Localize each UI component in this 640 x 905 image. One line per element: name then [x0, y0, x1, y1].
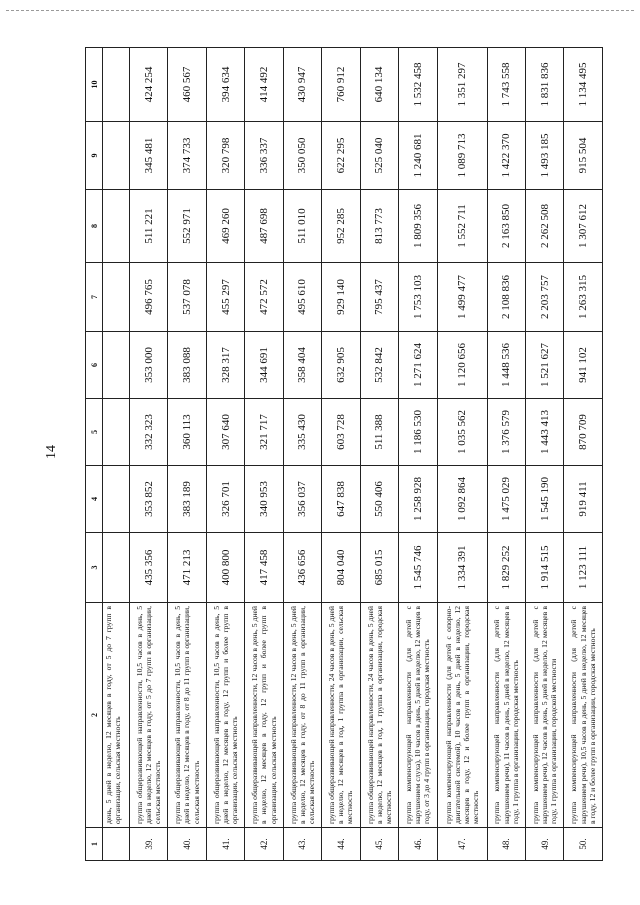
- value-cell: 550 406: [360, 466, 398, 533]
- table-row: [487, 48, 525, 861]
- header-cell: 3: [86, 533, 103, 603]
- value-cell: 532 842: [360, 332, 398, 399]
- table-row: [129, 48, 167, 861]
- table-row: [245, 48, 283, 861]
- value-cell: 332 323: [129, 399, 167, 466]
- value-cell: 374 733: [168, 122, 206, 190]
- row-description: группа общеразвивающей направленности, 10,5 часов в день, 5 дней в неделю, 12 месяцев в году, 12 групп и более групп в организации, сельская местность: [206, 603, 244, 828]
- value-cell: 647 838: [322, 466, 360, 533]
- value-cell: 353 852: [129, 466, 167, 533]
- row-number: 44.: [322, 828, 360, 861]
- value-cell: 460 567: [168, 48, 206, 122]
- cost-table: [85, 47, 603, 861]
- value-cell: 455 297: [206, 263, 244, 332]
- value-cell: 472 572: [245, 263, 283, 332]
- value-cell: 353 000: [129, 332, 167, 399]
- value-cell: 335 430: [283, 399, 321, 466]
- value-cell: 511 010: [283, 190, 321, 263]
- row-number: 48.: [487, 828, 525, 861]
- value-cell: 326 701: [206, 466, 244, 533]
- value-cell: 537 078: [168, 263, 206, 332]
- row-description: группа общеразвивающей направленности, 10,5 часов в день, 5 дней в неделю, 12 месяцев в году, от 5 до 7 групп в организации, сельская местность: [129, 603, 167, 828]
- value-cell: 1 376 579: [487, 399, 525, 466]
- value-cell: 1 743 558: [487, 48, 525, 122]
- value-cell: 1 545 190: [525, 466, 563, 533]
- value-cell: 1 532 458: [399, 48, 437, 122]
- row-number: 39.: [129, 828, 167, 861]
- value-cell: 919 411: [564, 466, 603, 533]
- row-number: 45.: [360, 828, 398, 861]
- row-description: группа компенсирующей направленности (для детей с нарушением слуха), 10 часов в день, 5 дней в неделю, 12 месяцев в году, от 3 до 4 групп в организации, городская местность: [399, 603, 437, 828]
- value-cell: 496 765: [129, 263, 167, 332]
- value-cell: 1 809 356: [399, 190, 437, 263]
- value-cell: 525 040: [360, 122, 398, 190]
- value-cell: 1 448 536: [487, 332, 525, 399]
- row-description: группа компенсирующей направленности (для детей с опорно-двигательной системой), 10 часов в день, 5 дней в неделю, 12 месяцев в году, 12 и более групп в организации, городская местность: [437, 603, 487, 828]
- value-cell: 1 493 185: [525, 122, 563, 190]
- value-cell: 1 123 111: [564, 533, 603, 603]
- value-cell: 356 037: [283, 466, 321, 533]
- value-cell: 336 337: [245, 122, 283, 190]
- table-row: [322, 48, 360, 861]
- row-description: группа общеразвивающей направленности, 12 часов в день, 5 дней в неделю, 12 месяцев в году, от 8 до 11 групп в организации, сельская местность: [283, 603, 321, 828]
- value-cell: 2 163 850: [487, 190, 525, 263]
- value-cell: 929 140: [322, 263, 360, 332]
- header-cell: 5: [86, 399, 103, 466]
- row-description: группа общеразвивающей направленности, 12 часов в день, 5 дней в неделю, 12 месяцев в году, 12 групп и более групп в организации, сельская местность: [245, 603, 283, 828]
- value-cell: 632 905: [322, 332, 360, 399]
- value-cell: 430 947: [283, 48, 321, 122]
- value-cell: 1 545 746: [399, 533, 437, 603]
- value-cell: 1 753 103: [399, 263, 437, 332]
- value-cell: 1 829 252: [487, 533, 525, 603]
- value-cell: 436 656: [283, 533, 321, 603]
- value-cell: 1 258 928: [399, 466, 437, 533]
- value-cell: 1 499 477: [437, 263, 487, 332]
- value-cell: 1 475 029: [487, 466, 525, 533]
- value-cell: 511 388: [360, 399, 398, 466]
- header-cell: 1: [86, 828, 103, 861]
- value-cell: 414 492: [245, 48, 283, 122]
- table-row: [360, 48, 398, 861]
- continuation-row: [103, 48, 130, 861]
- value-cell: 1 307 612: [564, 190, 603, 263]
- top-scan-rule: [6, 10, 634, 11]
- value-cell: 1 443 413: [525, 399, 563, 466]
- value-cell: 350 050: [283, 122, 321, 190]
- row-number: [103, 828, 130, 861]
- row-number: 40.: [168, 828, 206, 861]
- row-number: 49.: [525, 828, 563, 861]
- value-cell: 2 203 757: [525, 263, 563, 332]
- row-number: 47.: [437, 828, 487, 861]
- value-cell: 340 953: [245, 466, 283, 533]
- value-cell: 1 134 495: [564, 48, 603, 122]
- header-cell: 9: [86, 122, 103, 190]
- value-cell: 1 831 836: [525, 48, 563, 122]
- value-cell: 320 798: [206, 122, 244, 190]
- row-description: группа общеразвивающей направленности, 24 часов в день, 5 дней в неделю, 12 месяцев в год, 1 группа в организации, сельская местность: [322, 603, 360, 828]
- value-cell: 685 015: [360, 533, 398, 603]
- value-cell: 424 254: [129, 48, 167, 122]
- row-description: группа компенсирующей направленности (для детей с нарушением речи), 10,5 часов в день, 5 дней в неделю, 12 месяцев в году, 12 и более групп в организации, городская местность: [564, 603, 603, 828]
- row-description: группа общеразвивающей направленности, 24 часов в день, 5 дней в неделю, 12 месяцев в год, 1 группа в организации, городская местность: [360, 603, 398, 828]
- value-cell: 1 089 713: [437, 122, 487, 190]
- value-cell: 760 912: [322, 48, 360, 122]
- value-cell: 328 317: [206, 332, 244, 399]
- value-cell: 603 728: [322, 399, 360, 466]
- value-cell: 344 691: [245, 332, 283, 399]
- row-number: 50.: [564, 828, 603, 861]
- header-cell: 6: [86, 332, 103, 399]
- value-cell: 1 334 391: [437, 533, 487, 603]
- value-cell: 1 271 624: [399, 332, 437, 399]
- table-row: [206, 48, 244, 861]
- value-cell: 1 120 656: [437, 332, 487, 399]
- value-cell: 400 800: [206, 533, 244, 603]
- row-number: 46.: [399, 828, 437, 861]
- header-cell: 4: [86, 466, 103, 533]
- value-cell: 804 040: [322, 533, 360, 603]
- value-cell: 1 521 627: [525, 332, 563, 399]
- value-cell: 321 717: [245, 399, 283, 466]
- table-row: [525, 48, 563, 861]
- value-cell: 552 971: [168, 190, 206, 263]
- value-cell: 495 610: [283, 263, 321, 332]
- value-cell: 1 186 530: [399, 399, 437, 466]
- table-row: [437, 48, 487, 861]
- header-cell: 10: [86, 48, 103, 122]
- value-cell: 307 640: [206, 399, 244, 466]
- value-cell: 1 914 515: [525, 533, 563, 603]
- value-cell: 1 351 297: [437, 48, 487, 122]
- header-cell: 2: [86, 603, 103, 828]
- table-row: [564, 48, 603, 861]
- value-cell: 487 698: [245, 190, 283, 263]
- value-cell: 471 213: [168, 533, 206, 603]
- value-cell: 1 552 711: [437, 190, 487, 263]
- value-cell: 795 437: [360, 263, 398, 332]
- value-cell: 622 295: [322, 122, 360, 190]
- value-cell: 1 263 315: [564, 263, 603, 332]
- row-description: группа компенсирующей направленности (для детей с нарушением речи), 11 часов в день, 5 дней в неделю, 12 месяцев в году, 1 группа в организации, городская местность: [487, 603, 525, 828]
- value-cell: 469 260: [206, 190, 244, 263]
- rotated-table-container: [85, 48, 603, 861]
- value-cell: 2 262 508: [525, 190, 563, 263]
- continuation-text: день, 5 дней в неделю, 12 месяцев в году, от 5 до 7 групп в организации, сельская местность: [103, 603, 130, 828]
- table-row: [399, 48, 437, 861]
- header-cell: 8: [86, 190, 103, 263]
- value-cell: 915 504: [564, 122, 603, 190]
- value-cell: 1 092 864: [437, 466, 487, 533]
- value-cell: 358 404: [283, 332, 321, 399]
- value-cell: 2 108 836: [487, 263, 525, 332]
- value-cell: 813 773: [360, 190, 398, 263]
- header-cell: 7: [86, 263, 103, 332]
- value-cell: 941 102: [564, 332, 603, 399]
- value-cell: 1 422 370: [487, 122, 525, 190]
- value-cell: 435 356: [129, 533, 167, 603]
- value-cell: 952 285: [322, 190, 360, 263]
- value-cell: 1 240 681: [399, 122, 437, 190]
- row-number: 43.: [283, 828, 321, 861]
- value-cell: 394 634: [206, 48, 244, 122]
- row-description: группа компенсирующей направленности (для детей с нарушением речи), 12 часов в день, 5 дней в неделю, 12 месяцев в году, 1 группа в организации, городской местности: [525, 603, 563, 828]
- value-cell: 360 113: [168, 399, 206, 466]
- value-cell: 870 709: [564, 399, 603, 466]
- page-number: 14: [44, 445, 59, 459]
- row-number: 42.: [245, 828, 283, 861]
- value-cell: 1 035 562: [437, 399, 487, 466]
- value-cell: 383 189: [168, 466, 206, 533]
- value-cell: 345 481: [129, 122, 167, 190]
- table-row: [283, 48, 321, 861]
- header-row: [86, 48, 103, 861]
- value-cell: 640 134: [360, 48, 398, 122]
- table-body: [103, 48, 603, 861]
- value-cell: 417 458: [245, 533, 283, 603]
- row-number: 41.: [206, 828, 244, 861]
- row-description: группа общеразвивающей направленности, 10,5 часов в день, 5 дней в неделю, 12 месяцев в году, от 8 до 11 групп в организации, сельская местность: [168, 603, 206, 828]
- table-row: [168, 48, 206, 861]
- value-cell: 511 221: [129, 190, 167, 263]
- value-cell: 383 088: [168, 332, 206, 399]
